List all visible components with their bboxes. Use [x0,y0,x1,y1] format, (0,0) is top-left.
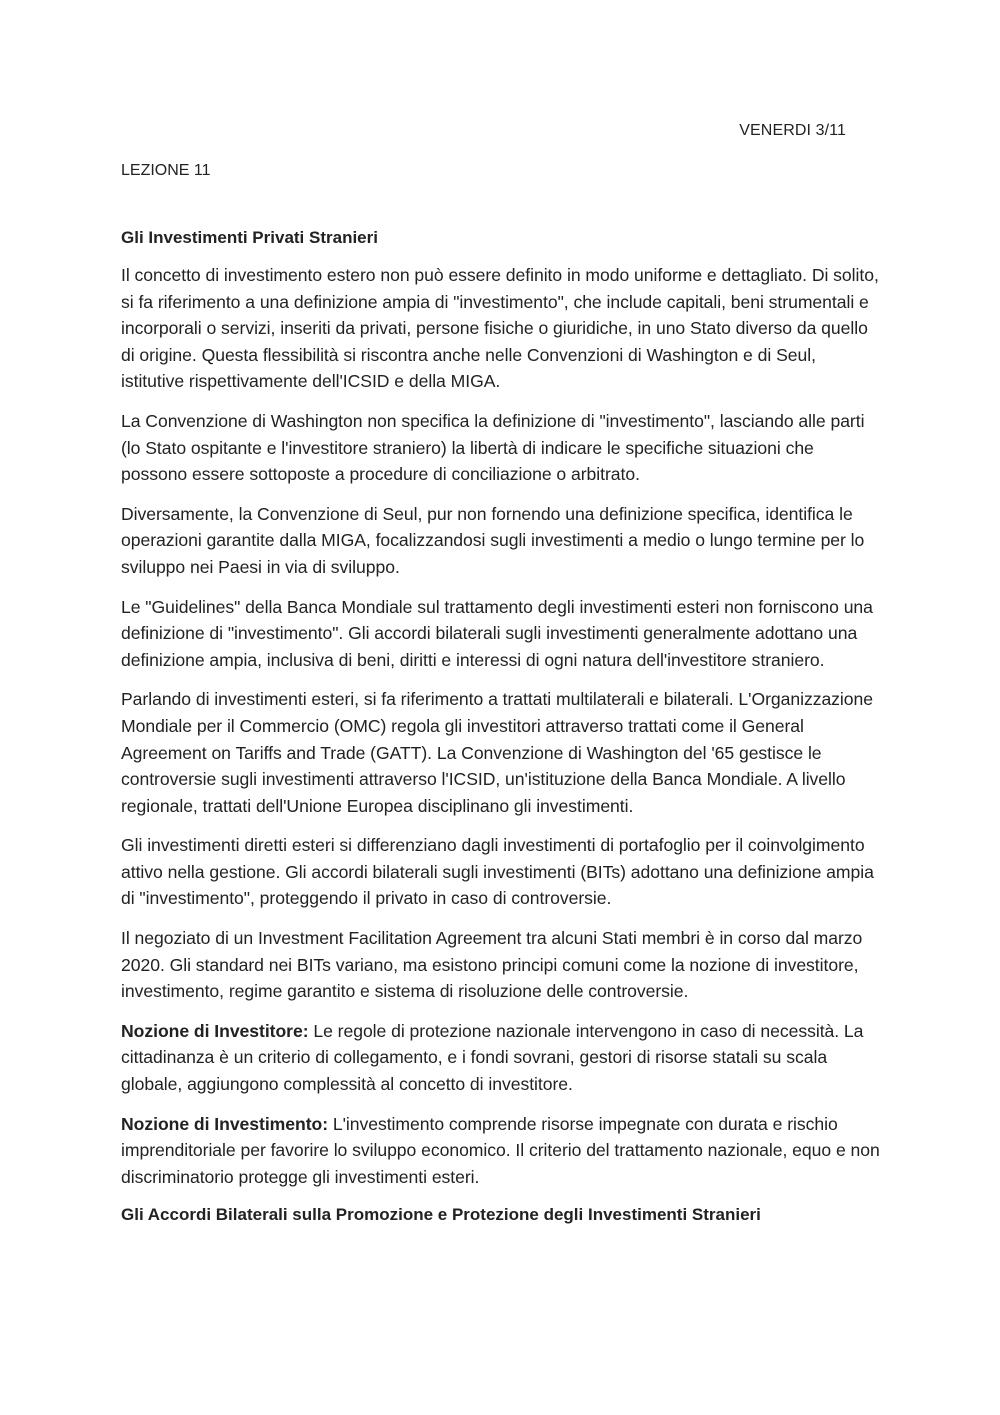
definition-text: L'investimento comprende risorse impegnate con durata e rischio imprenditoriale per favorire lo sviluppo economico. Il criterio del trattamento nazionale, equo e non discriminatorio protegge gli investimenti esteri. [121,1113,880,1187]
date-label: VENERDI 3/11 [739,122,846,139]
definition-investimento [121,1111,881,1191]
document-body [121,160,881,1227]
subsection-title: Gli Accordi Bilaterali sulla Promozione e Protezione degli Investimenti Stranieri [121,1205,761,1225]
definition-term: Nozione di Investitore: [121,1020,309,1041]
paragraph: Le "Guidelines" della Banca Mondiale sul trattamento degli investimenti esteri non forniscono una definizione di "investimento". Gli accordi bilaterali sugli investimenti generalmente adottano una definizione ampia, inclusiva di beni, diritti e interessi di ogni natura dell'investitore straniero. [121,596,873,670]
lesson-label: LEZIONE 11 [121,162,211,179]
paragraph: Gli investimenti diretti esteri si differenziano dagli investimenti di portafoglio per il coinvolgimento attivo nella gestione. Gli accordi bilaterali sugli investimenti (BITs) adottano una definizione ampia di "investimento", proteggendo il privato in caso di controversie. [121,835,874,909]
paragraph: Parlando di investimenti esteri, si fa riferimento a trattati multilaterali e bilaterali. L'Organizzazione Mondiale per il Commercio (OMC) regola gli investitori attraverso trattati come il General Agreement on Tariffs and Trade (GATT). La Convenzione di Washington del '65 gestisce le controversie sugli investimenti attraverso l'ICSID, un'istituzione della Banca Mondiale. A livello regionale, trattati dell'Unione Europea disciplinano gli investimenti. [121,689,873,816]
definition-investitore [121,1018,881,1098]
paragraph: Diversamente, la Convenzione di Seul, pur non fornendo una definizione specifica, identifica le operazioni garantite dalla MIGA, focalizzandosi sugli investimenti a medio o lungo termine per lo sviluppo nei Paesi in via di sviluppo. [121,503,865,577]
paragraph: Il concetto di investimento estero non può essere definito in modo uniforme e dettagliato. Di solito, si fa riferimento a una definizione ampia di "investimento", che include capitali, beni strumentali e incorporali o servizi, inseriti da privati, persone fisiche o giuridiche, in uno Stato diverso da quello di origine. Questa flessibilità si riscontra anche nelle Convenzioni di Washington e di Seul, istitutive rispettivamente dell'ICSID e della MIGA. [121,265,879,392]
paragraph: La Convenzione di Washington non specifica la definizione di "investimento", lasciando alle parti (lo Stato ospitante e l'investitore straniero) la libertà di indicare le specifiche situazioni che possono essere sottoposte a procedure di conciliazione o arbitrato. [121,410,865,485]
paragraph: Il negoziato di un Investment Facilitation Agreement tra alcuni Stati membri è in corso dal marzo 2020. Gli standard nei BITs variano, ma esistono principi comuni come la nozione di investitore, investimento, regime garantito e sistema di risoluzione delle controversie. [121,928,863,1002]
definition-term: Nozione di Investimento: [121,1113,329,1134]
definition-text: Le regole di protezione nazionale intervengono in caso di necessità. La cittadinanza è un criterio di collegamento, e i fondi sovrani, gestori di risorse statali su scala globale, aggiungono complessità al concetto di investitore. [121,1020,864,1095]
section-title: Gli Investimenti Privati Stranieri [121,228,378,247]
